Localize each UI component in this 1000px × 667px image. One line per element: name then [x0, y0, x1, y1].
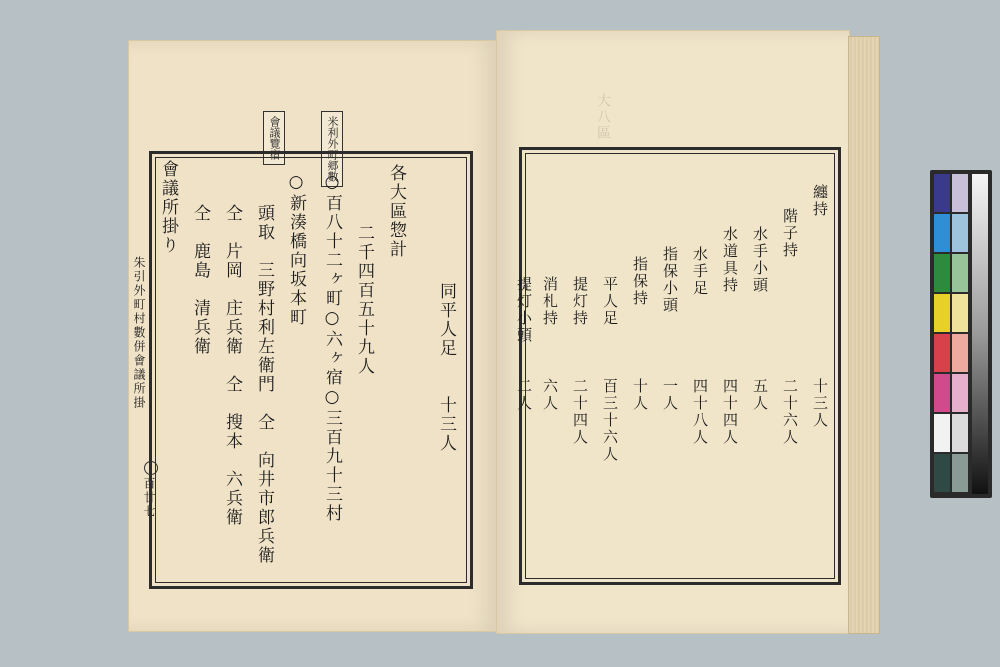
line-2: 各大區惣計 [386, 164, 406, 259]
calibration-swatch [934, 294, 950, 332]
line-3: 二千四百五十九人 [354, 224, 374, 376]
list-item-role: 水道具持 [721, 226, 739, 294]
list-item-role: 纏持 [811, 184, 829, 218]
right-page [496, 30, 850, 634]
line-1: 同平人足 十三人 [436, 282, 456, 453]
list-item-count: 十人 [631, 378, 649, 412]
page-edge [848, 36, 880, 634]
list-item-count: 二十六人 [781, 378, 799, 446]
list-item-count: 二人 [515, 378, 533, 412]
list-item-count: 二十四人 [571, 378, 589, 446]
bleed-through-text: 大八區 [595, 93, 611, 141]
list-item-role: 水手足 [691, 246, 709, 297]
list-item-role: 水手小頭 [751, 226, 769, 294]
calibration-swatch [934, 174, 950, 212]
list-item-role: 階子持 [781, 208, 799, 259]
calibration-swatch [952, 334, 968, 372]
calibration-swatch [934, 254, 950, 292]
list-item-count: 十三人 [811, 378, 829, 429]
line-4: ○百八十二ヶ町○六ヶ宿○三百九十三村 [322, 172, 342, 523]
list-item-role: 指保持 [631, 256, 649, 307]
list-item-count: 五人 [751, 378, 769, 412]
right-text-frame [515, 147, 841, 585]
calibration-swatch [934, 454, 950, 492]
line-8: 仝 鹿島 清兵衛 [190, 204, 210, 356]
list-item-count: 百三十六人 [601, 378, 619, 463]
calibration-swatch [934, 374, 950, 412]
calibration-swatch [952, 294, 968, 332]
calibration-swatch [952, 454, 968, 492]
color-calibration-chart [930, 170, 992, 498]
line-7: 仝 片岡 庄兵衛 仝 搜本 六兵衛 [222, 204, 242, 527]
list-item-count: 四十四人 [721, 378, 739, 446]
list-item-count: 一人 [661, 378, 679, 412]
calibration-swatch [952, 414, 968, 452]
list-item-count: 六人 [541, 378, 559, 412]
open-book [128, 30, 880, 633]
left-text-frame [149, 151, 473, 589]
calibration-swatch [934, 414, 950, 452]
left-page [128, 40, 498, 632]
list-item-role: 平人足 [601, 276, 619, 327]
list-item-role: 消札持 [541, 276, 559, 327]
line-5: ○新湊橋向坂本町 [286, 172, 306, 327]
folio-number: 百廿七 [142, 477, 156, 519]
list-item-role: 提灯小頭 [515, 276, 533, 344]
list-item-role: 提灯持 [571, 276, 589, 327]
calibration-swatch [952, 254, 968, 292]
list-item-count: 四十八人 [691, 378, 709, 446]
calibration-swatch [952, 374, 968, 412]
line-9: 會議所掛り [158, 160, 178, 255]
line-6: 頭取 三野村利左衛門 仝 向井市郎兵衛 [254, 204, 274, 565]
tab-label-1: 會議覽宿 [263, 111, 285, 165]
calibration-swatch [934, 214, 950, 252]
list-item-role: 指保小頭 [661, 246, 679, 314]
tab-label-2: 米利外町郷數 [321, 111, 343, 187]
calibration-swatch [952, 214, 968, 252]
calibration-swatch [952, 174, 968, 212]
margin-text: 朱引外町村數併會議所掛 [132, 256, 146, 410]
calibration-grayscale [972, 174, 988, 494]
calibration-swatch [934, 334, 950, 372]
